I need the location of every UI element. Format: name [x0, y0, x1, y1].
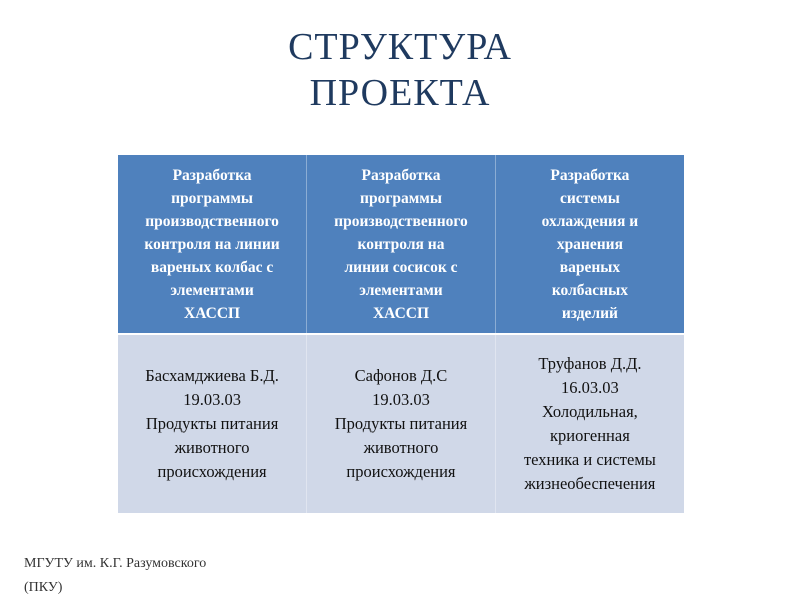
header-cell-3-line-4: хранения	[556, 235, 623, 253]
header-cell-1-line-4: контроля на линии	[144, 235, 280, 253]
header-cell-2-line-5: линии сосисок с	[344, 258, 458, 276]
body-cell-3-line-6: жизнеобеспечения	[524, 474, 656, 493]
header-cell-3-line-7: изделий	[561, 304, 618, 322]
body-cell-2-line-1: Сафонов Д.С	[354, 366, 448, 385]
body-cell-3-line-3: Холодильная,	[542, 402, 638, 421]
body-cell-1	[118, 334, 307, 513]
header-cell-2	[307, 155, 496, 335]
body-cell-1-line-4: животного	[174, 438, 250, 457]
footer-organization	[24, 552, 206, 600]
header-cell-1	[118, 155, 307, 335]
header-cell-2-line-7: ХАССП	[372, 304, 430, 322]
footer-line-2: (ПКУ)	[24, 580, 63, 595]
header-cell-1-line-5: вареных колбас с	[150, 258, 274, 276]
body-cell-2-line-5: происхождения	[346, 462, 456, 481]
body-cell-3	[495, 334, 684, 513]
header-cell-2-line-4: контроля на	[357, 235, 445, 253]
header-cell-1-line-6: элементами	[170, 281, 254, 299]
body-cell-1-line-5: происхождения	[157, 462, 267, 481]
slide-title-line-2: ПРОЕКТА	[309, 72, 491, 114]
body-cell-3-line-1: Труфанов Д.Д.	[538, 354, 642, 373]
table-row	[118, 334, 684, 513]
slide-title	[0, 24, 800, 116]
slide-title-line-1: СТРУКТУРА	[288, 26, 512, 68]
header-cell-1-line-3: производственного	[145, 212, 279, 230]
header-cell-3-line-2: системы	[559, 189, 620, 207]
body-cell-2-line-4: животного	[363, 438, 439, 457]
footer-line-1: МГУТУ им. К.Г. Разумовского	[24, 556, 207, 571]
body-cell-3-line-2: 16.03.03	[561, 378, 619, 397]
header-cell-2-line-2: программы	[360, 189, 442, 207]
body-cell-3-line-4: криогенная	[550, 426, 630, 445]
body-cell-1-line-1: Басхамджиева Б.Д.	[145, 366, 279, 385]
header-cell-2-line-1: Разработка	[361, 166, 441, 184]
header-cell-1-line-2: программы	[171, 189, 254, 207]
body-cell-1-line-2: 19.03.03	[183, 390, 241, 409]
header-cell-3	[495, 155, 684, 335]
project-table	[118, 154, 684, 513]
header-cell-1-line-1: Разработка	[172, 166, 252, 184]
header-cell-3-line-6: колбасных	[551, 281, 628, 299]
header-cell-1-line-7: ХАССП	[184, 304, 241, 322]
body-cell-2	[307, 334, 496, 513]
body-cell-1-line-3: Продукты питания	[145, 414, 279, 433]
table-header-row	[118, 155, 684, 335]
header-cell-3-line-3: охлаждения и	[541, 212, 639, 230]
header-cell-3-line-1: Разработка	[550, 166, 630, 184]
body-cell-2-line-3: Продукты питания	[334, 414, 468, 433]
body-cell-2-line-2: 19.03.03	[372, 390, 430, 409]
header-cell-2-line-6: элементами	[359, 281, 443, 299]
header-cell-2-line-3: производственного	[334, 212, 468, 230]
project-structure-table	[118, 154, 684, 510]
body-cell-3-line-5: техника и системы	[523, 450, 656, 469]
header-cell-3-line-5: вареных	[559, 258, 621, 276]
